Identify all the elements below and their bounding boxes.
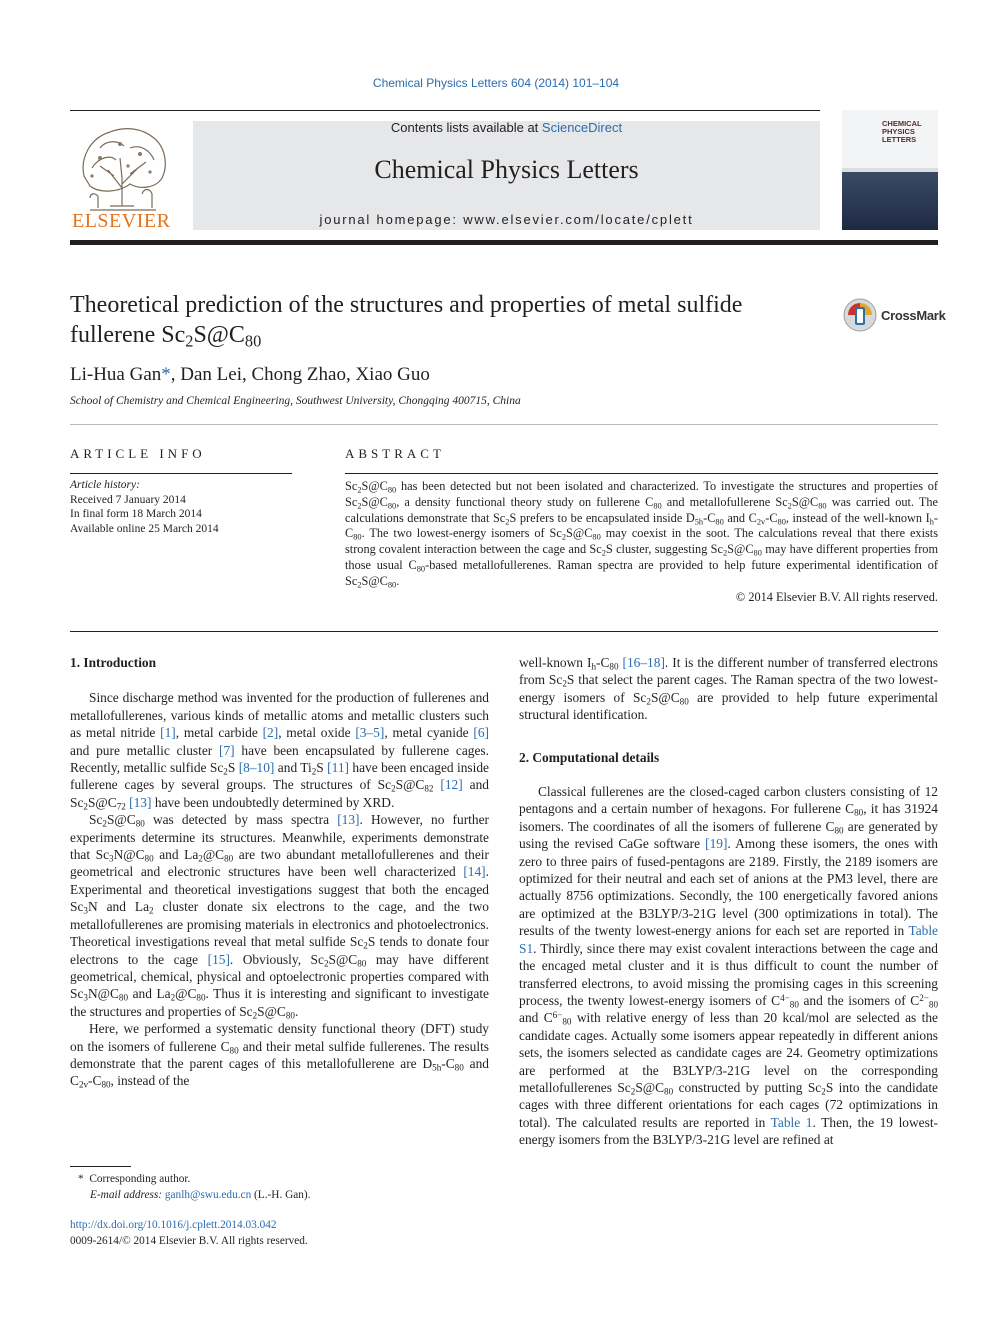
history-revised: In final form 18 March 2014 bbox=[70, 508, 202, 521]
header-thick-rule bbox=[70, 240, 938, 245]
intro-heading: 1. Introduction bbox=[70, 655, 157, 670]
computational-heading: 2. Computational details bbox=[519, 749, 660, 765]
title-main: Theoretical prediction of the structures and properties of metal sulfide fullerene Sc bbox=[70, 292, 743, 348]
article-title bbox=[70, 290, 830, 350]
author-corresponding: Li-Hua Gan bbox=[70, 364, 162, 385]
footnote-corresponding bbox=[78, 1171, 311, 1187]
affiliation: School of Chemistry and Chemical Engineering, Southwest University, Chongqing 400715, China bbox=[70, 395, 521, 407]
title-sub-80: 80 bbox=[244, 331, 262, 351]
article-history bbox=[70, 478, 219, 536]
footnote bbox=[78, 1171, 311, 1203]
body-column-left bbox=[70, 654, 489, 1090]
journal-cover-thumbnail[interactable] bbox=[842, 110, 938, 230]
title-mid: S@C bbox=[193, 322, 245, 348]
history-label: Article history: bbox=[70, 479, 140, 491]
history-received: Received 7 January 2014 bbox=[70, 493, 186, 506]
email-label: E-mail address: bbox=[90, 1189, 163, 1201]
paragraph: $Sc_2S@C_{80}$ was detected by mass spectra [13]. However, no further experiments determine its structures. Meanwhile, experiments demonstrate that $Sc_3N@C_{80}$ and $La_2@C_{80}$ are two abundant metallofullerenes and their geometrical and electronic structures have been well characterized [14]. Experimental and theoretical investigations suggest that both the encaged $Sc_3N$ and $La_2$ cluster donate six electrons to the cage, and the two metallofullerenes are promising materials in electronics and photoelectronics. Theoretical investigations reveal that metal sulfide $Sc_2S$ tends to donate four electrons to the cage [15]. Obviously, $Sc_2S@C_{80}$ may have different geometrical, chemical, physical and optoelectronic properties compared with $Sc_3N@C_{80}$ and $La_2@C_{80}$. Thus it is interesting and significant to investigate the structures and properties of $Sc_2S@C_{80}$. bbox=[70, 812, 490, 1021]
abstract-text: $Sc_2S@C_{80}$ has been detected but not been isolated and characterized. To investigate the structures and properties of $Sc_2S@C_{80}$, a density functional theory study on fullerene $C_{80}$ and metallofullerene $Sc_2S@C_{80}$ was carried out. The calculations demonstrate that $Sc_2S$ prefers to be encapsulated inside $D_{5h}-C_{80}$ and $C_{2v}-C_{80}$, instead of the well-known $I_h-C_{80}$. The two lowest-energy isomers of $Sc_2S@C_{80}$ may coexist in the soot. The calculations reveal that there exists strong covalent interaction between the cage and $Sc_2S$ cluster, suggesting $Sc_2S@C_{80}$ may have different properties from those usual $C_{80}$-based metallofullerenes. Raman spectra are provided to help future experimental identification of $Sc_2S@C_{80}$. bbox=[345, 479, 939, 590]
paragraph: well-known $I_h-C_{80}$ [16–18]. It is the different number of transferred electrons from $Sc_2S$ that select the parent cages. The Raman spectra of the two lowest-energy isomers of $Sc_2S@C_{80}$ are provided to help future experimental structural identification. bbox=[519, 655, 938, 723]
elsevier-wordmark: ELSEVIER bbox=[72, 210, 171, 232]
paragraph: Since discharge method was invented for the production of fullerenes and metallofullerenes, various kinds of metallic atoms and metallic clusters such as metal nitride [1], metal carbide [2], metal oxide [3–5], metal cyanide [6] and pure metallic cluster [7] have been encapsulated by fullerene cages. Recently, metallic sulfide $Sc_2S$ [8–10] and $Ti_2S$ [11] have been encaged inside fullerene cages by several groups. The structures of $Sc_2S@C_{82}$ [12] and $Sc_2S@C_{72}$ [13] have been undoubtedly determined by XRD. bbox=[70, 690, 490, 812]
cover-title: CHEMICAL PHYSICS LETTERS bbox=[882, 119, 922, 144]
crossmark-icon bbox=[842, 297, 878, 333]
footnote-rule bbox=[70, 1166, 131, 1167]
journal-homepage bbox=[193, 212, 820, 227]
doi-block bbox=[70, 1217, 308, 1249]
abstract-heading: ABSTRACT bbox=[345, 446, 445, 461]
journal-reference[interactable]: Chemical Physics Letters 604 (2014) 101–104 bbox=[372, 76, 620, 90]
section-rule bbox=[70, 424, 938, 425]
abstract-rule bbox=[345, 473, 938, 474]
footnote-marker: * bbox=[78, 1173, 84, 1185]
history-online: Available online 25 March 2014 bbox=[70, 522, 219, 535]
contents-line bbox=[193, 120, 820, 135]
contents-prefix: Contents lists available at bbox=[390, 120, 542, 135]
issn-line: 0009-2614/© 2014 Elsevier B.V. All rights reserved. bbox=[70, 1235, 308, 1247]
doi-link[interactable]: http://dx.doi.org/10.1016/j.cplett.2014.03.042 bbox=[70, 1219, 277, 1231]
body-column-right bbox=[519, 654, 938, 1149]
paragraph: Classical fullerenes are the closed-caged carbon clusters consisting of 12 pentagons and a certain number of hexagons. For fullerene $C_{80}$, it has 31924 isomers. The coordinates of all the isomers of fullerene $C_{80}$ are generated by using the revised CaGe software [19]. Among these isomers, the ones with zero to three pairs of fused-pentagons are 2189. Firstly, the 2189 isomers are optimized for their neutral and each set of anions at the PM3 level, there are actually 8756 optimizations. Secondly, the 100 energetically favored anions are optimized at the B3LYP/3-21G level (300 optimizations in total). The results of the twenty lowest-energy anions for each set are reported in Table S1. Thirdly, since there may exist covalent interactions between the cage and the encaged metal cluster and it is thus difficult to count the number of transferred electrons, to avoid missing the promising cages in this screening process, the twenty lowest-energy isomers of $C^{4-}_{80}$ and the isomers of $C^{2-}_{80}$ and $C^{6-}_{80}$ with relative energy of less than 20 kcal/mol are selected as the candidate cages. Actually some isomers appear repeatedly in different anions sets, the isomers selected as candidate cages are 24. Geometry optimizations are performed at the B3LYP/3-21G level on the corresponding metallofullerenes $Sc_2S@C_{80}$ constructed by putting $Sc_2S$ into the candidate cages with three different orientations for each cages (72 optimizations in total). The calculated results are reported in Table 1. Then, the 19 lowest-energy isomers from the B3LYP/3-21G level are refined at bbox=[519, 784, 939, 1148]
body-rule bbox=[70, 631, 938, 632]
crossmark-label: CrossMark bbox=[881, 308, 946, 323]
cover-image-panel bbox=[842, 172, 938, 230]
email-owner: (L.-H. Gan). bbox=[254, 1189, 311, 1201]
journal-title: Chemical Physics Letters bbox=[374, 155, 639, 184]
homepage-url[interactable]: www.elsevier.com/locate/cplett bbox=[463, 212, 694, 227]
header-rule bbox=[70, 110, 820, 111]
paragraph: Here, we performed a systematic density functional theory (DFT) study on the isomers of fullerene $C_{80}$ and their metal sulfide fullerenes. The results demonstrate that the parent cages of this metallofullerene are $D_{5h}-C_{80}$ and $C_{2v}-C_{80}$, instead of the bbox=[70, 1021, 490, 1090]
author-list bbox=[70, 364, 430, 386]
footnote-corresponding-text: Corresponding author. bbox=[89, 1173, 191, 1185]
title-sub-2: 2 bbox=[185, 331, 194, 351]
article-info-rule bbox=[70, 473, 292, 474]
author-others: , Dan Lei, Chong Zhao, Xiao Guo bbox=[170, 364, 430, 385]
homepage-prefix: journal homepage: bbox=[319, 212, 464, 227]
sciencedirect-link[interactable]: ScienceDirect bbox=[541, 120, 623, 135]
email-link[interactable]: ganlh@swu.edu.cn bbox=[164, 1189, 252, 1201]
footnote-email bbox=[78, 1187, 311, 1203]
crossmark-badge[interactable] bbox=[842, 297, 946, 333]
article-info-heading: ARTICLE INFO bbox=[70, 446, 206, 461]
corresponding-author-mark[interactable]: * bbox=[161, 364, 171, 385]
abstract-copyright: © 2014 Elsevier B.V. All rights reserved. bbox=[735, 590, 938, 604]
